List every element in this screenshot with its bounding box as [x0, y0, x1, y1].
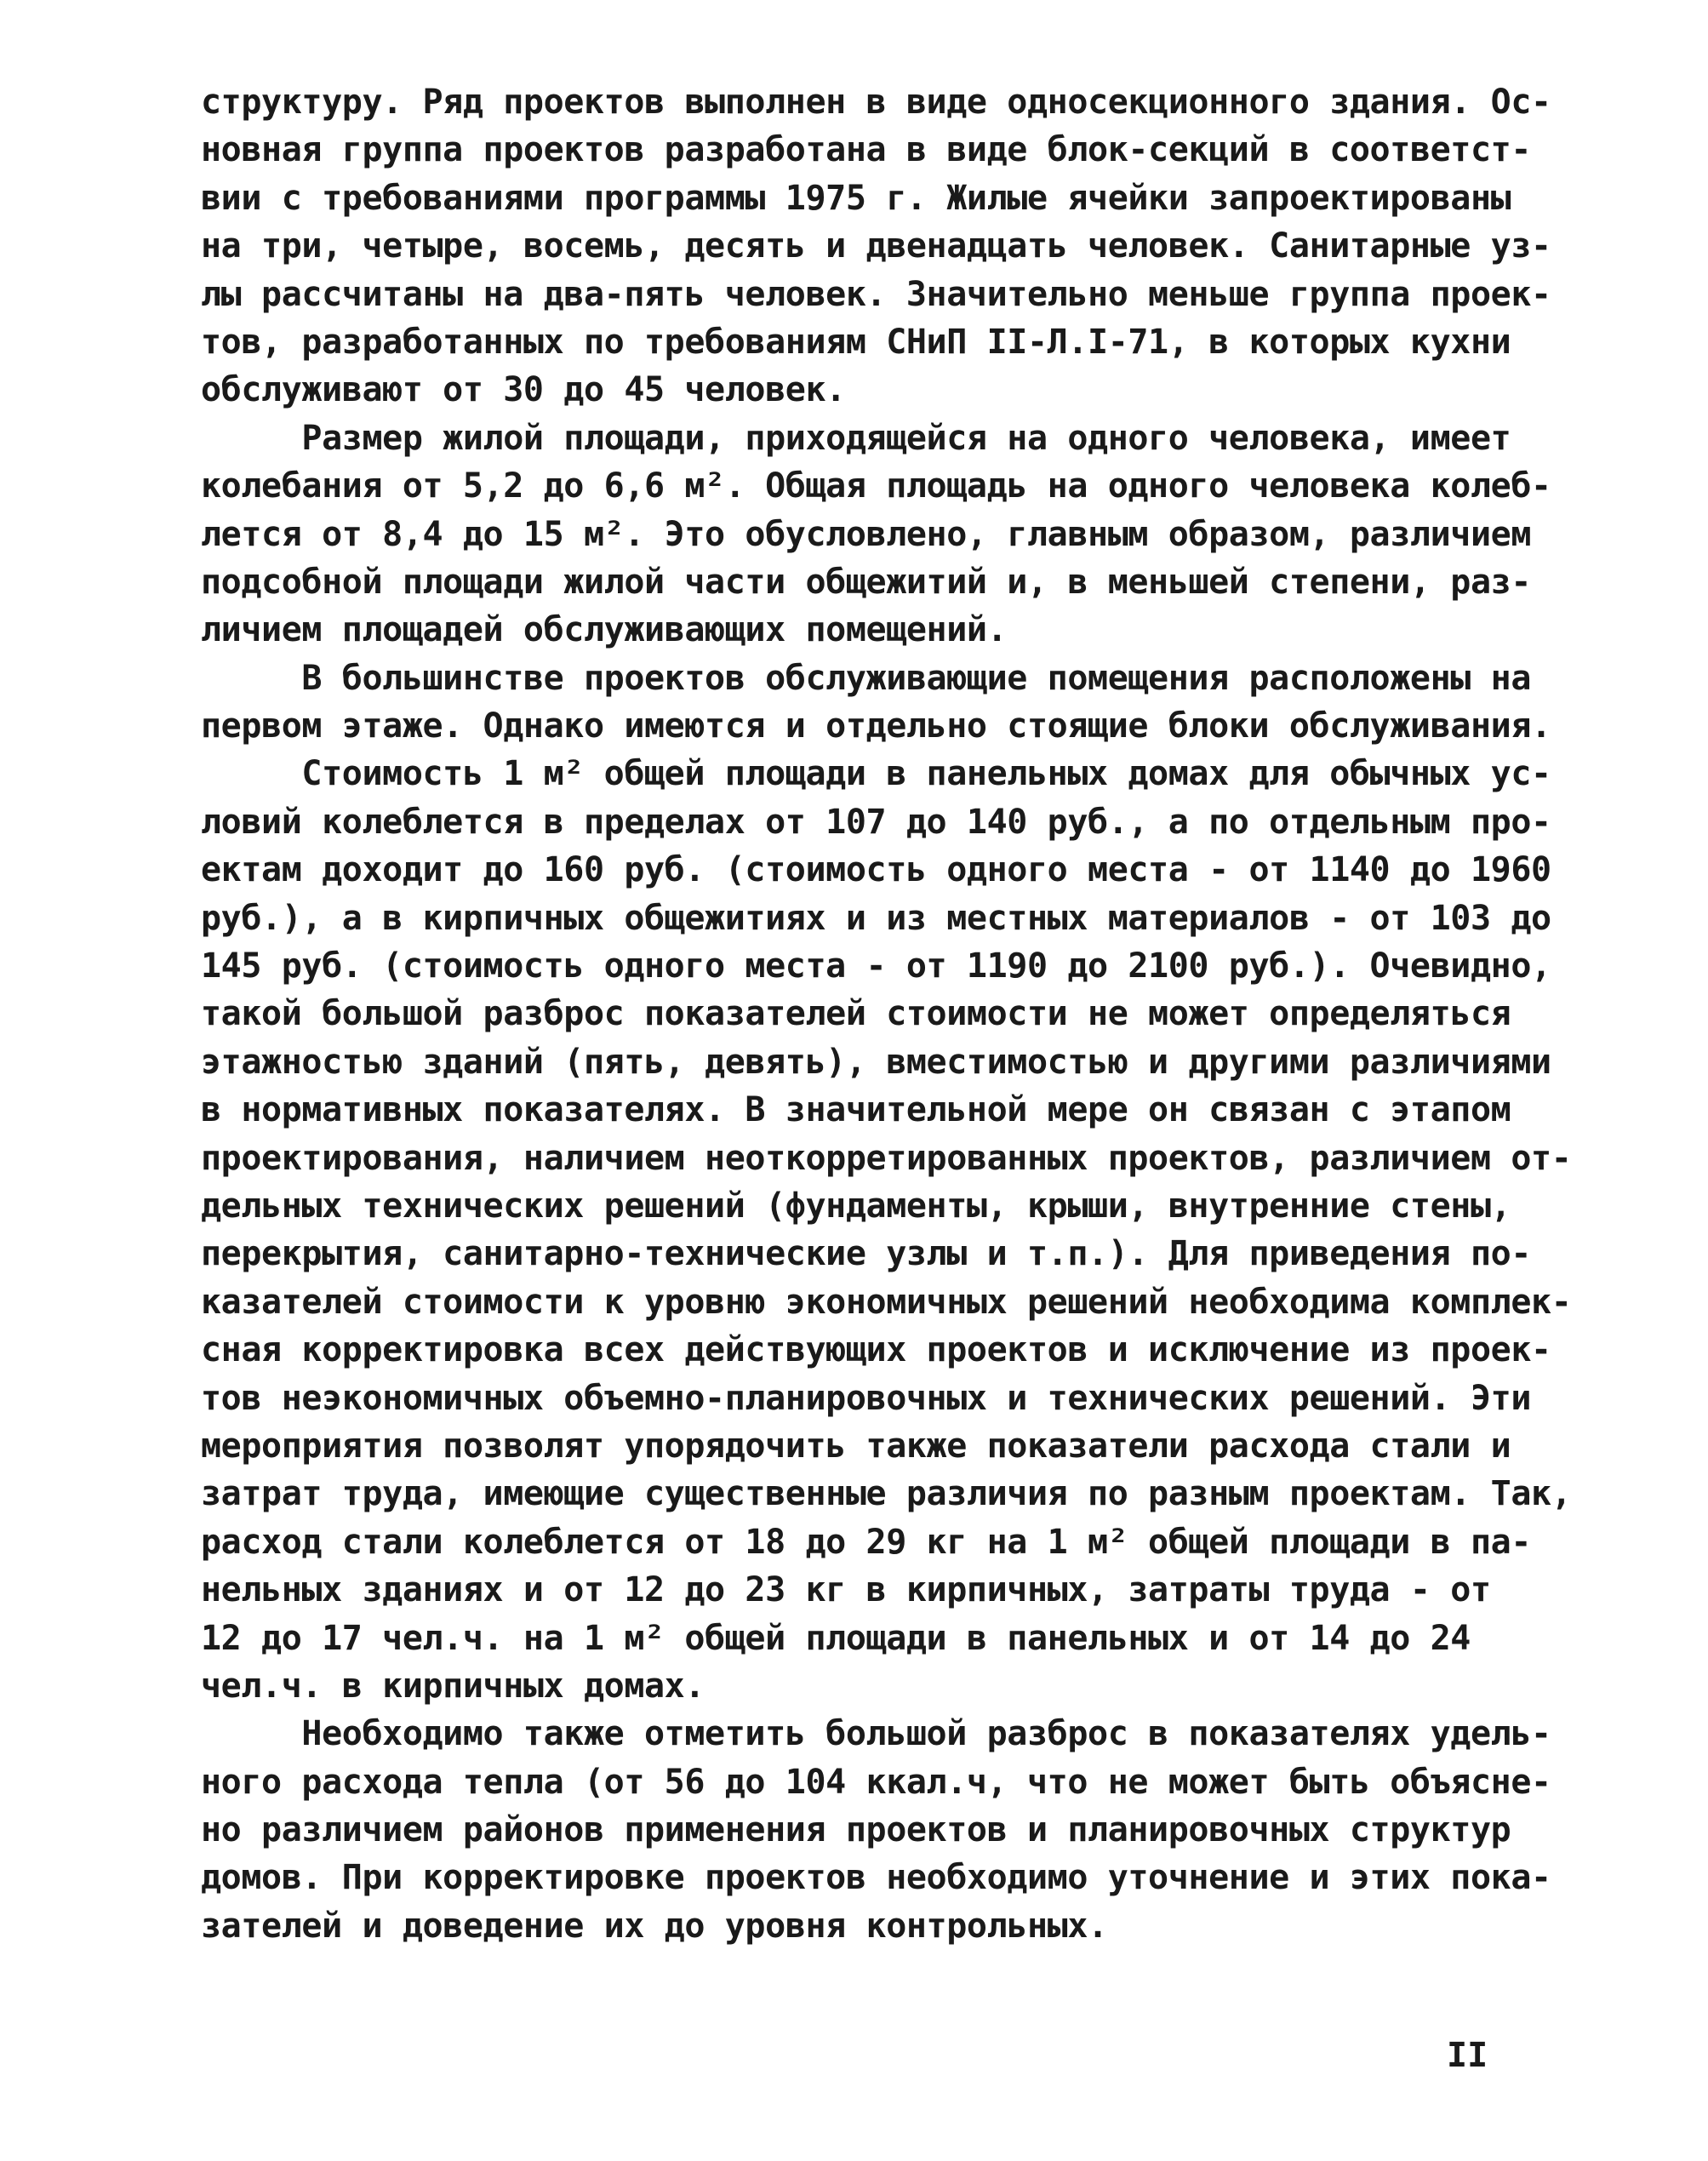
text-line: дельных технических решений (фундаменты, крыши, внутренние стены,	[201, 1186, 1511, 1226]
text-line: на три, четыре, восемь, десять и двенадцать человек. Санитарные уз-	[201, 226, 1551, 266]
text-line: такой большой разброс показателей стоимости не может определяться	[201, 994, 1511, 1034]
text-line: колебания от 5,2 до 6,6 м². Общая площадь на одного человека колеб-	[201, 466, 1551, 506]
text-line: В большинстве проектов обслуживающие помещения расположены на	[201, 658, 1532, 698]
text-line: вии с требованиями программы 1975 г. Жилые ячейки запроектированы	[201, 178, 1511, 218]
text-line: нельных зданиях и от 12 до 23 кг в кирпичных, затраты труда - от	[201, 1570, 1491, 1610]
text-line: мероприятия позволят упорядочить также показатели расхода стали и	[201, 1426, 1511, 1466]
text-line: лы рассчитаны на два-пять человек. Значительно меньше группа проек-	[201, 274, 1551, 314]
text-line: подсобной площади жилой части общежитий и, в меньшей степени, раз-	[201, 562, 1532, 602]
text-line: 145 руб. (стоимость одного места - от 1190 до 2100 руб.). Очевидно,	[201, 946, 1551, 986]
text-line: тов, разработанных по требованиям СНиП II-Л.I-71, в которых кухни	[201, 322, 1511, 362]
text-line: в нормативных показателях. В значительной мере он связан с этапом	[201, 1090, 1511, 1130]
text-line: Стоимость 1 м² общей площади в панельных домах для обычных ус-	[201, 754, 1551, 794]
text-line: зателей и доведение их до уровня контрольных.	[201, 1906, 1108, 1946]
text-line: расход стали колеблется от 18 до 29 кг на 1 м² общей площади в па-	[201, 1522, 1532, 1562]
text-line: руб.), а в кирпичных общежитиях и из местных материалов - от 103 до	[201, 898, 1551, 938]
text-line: ловий колеблется в пределах от 107 до 140 руб., а по отдельным про-	[201, 802, 1551, 842]
text-line: сная корректировка всех действующих проектов и исключение из проек-	[201, 1330, 1551, 1370]
text-line: но различием районов применения проектов и планировочных структур	[201, 1810, 1511, 1850]
text-line: ектам доходит до 160 руб. (стоимость одного места - от 1140 до 1960	[201, 850, 1551, 890]
text-line: новная группа проектов разработана в виде блок-секций в соответст-	[201, 130, 1532, 170]
text-line: ного расхода тепла (от 56 до 104 ккал.ч, что не может быть объясне-	[201, 1762, 1551, 1802]
text-line: 12 до 17 чел.ч. на 1 м² общей площади в панельных и от 14 до 24	[201, 1618, 1471, 1658]
text-line: этажностью зданий (пять, девять), вместимостью и другими различиями	[201, 1042, 1551, 1082]
text-line: казателей стоимости к уровню экономичных решений необходима комплек-	[201, 1282, 1572, 1322]
text-line: перекрытия, санитарно-технические узлы и т.п.). Для приведения по-	[201, 1234, 1532, 1274]
text-line: первом этаже. Однако имеются и отдельно стоящие блоки обслуживания.	[201, 706, 1551, 746]
text-line: структуру. Ряд проектов выполнен в виде односекционного здания. Ос-	[201, 83, 1551, 122]
page-number: II	[1447, 2036, 1488, 2075]
text-line: проектирования, наличием неоткорретированных проектов, различием от-	[201, 1138, 1572, 1178]
text-line: личием площадей обслуживающих помещений.	[201, 610, 1008, 650]
text-line: тов неэкономичных объемно-планировочных и технических решений. Эти	[201, 1378, 1532, 1418]
text-line: Необходимо также отметить большой разброс в показателях удель-	[201, 1714, 1551, 1754]
text-line: домов. При корректировке проектов необходимо уточнение и этих пока-	[201, 1858, 1551, 1898]
text-line: Размер жилой площади, приходящейся на одного человека, имеет	[201, 418, 1511, 458]
text-line: затрат труда, имеющие существенные различия по разным проектам. Так,	[201, 1474, 1572, 1514]
body-text	[201, 78, 1572, 1950]
text-line: лется от 8,4 до 15 м². Это обусловлено, главным образом, различием	[201, 514, 1532, 554]
text-line: чел.ч. в кирпичных домах.	[201, 1666, 705, 1706]
text-line: обслуживают от 30 до 45 человек.	[201, 370, 846, 410]
